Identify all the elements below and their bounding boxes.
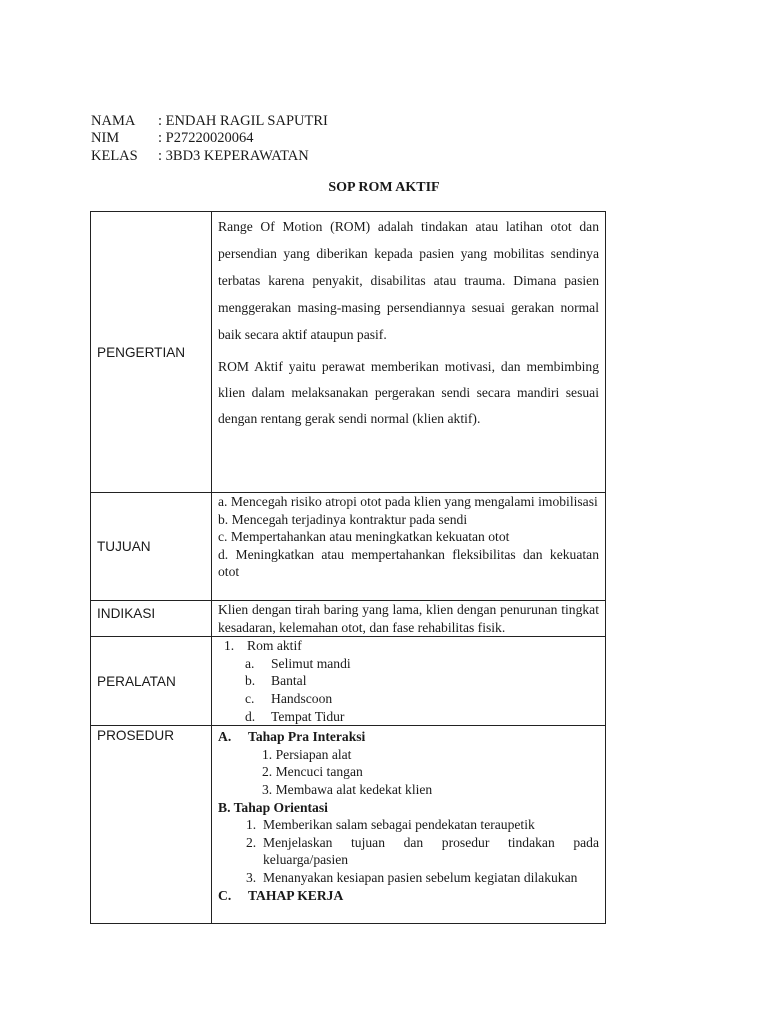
row-tujuan <box>91 493 606 601</box>
identity-nim <box>91 129 253 147</box>
indikasi-text: Klien dengan tirah baring yang lama, klien dengan penurunan tingkat kesadaran, kelemahan otot, dan fase rehabilitas fisik. <box>212 601 606 637</box>
row-indikasi <box>91 601 606 637</box>
prosedur-b-item: 1. Memberikan salam sebagai pendekatan teraupetik <box>246 817 535 833</box>
prosedur-label: PROSEDUR <box>91 726 212 924</box>
tujuan-content <box>212 493 606 601</box>
prosedur-a-item: 1. Persiapan alat <box>262 746 352 762</box>
kelas-value: : 3BD3 KEPERAWATAN <box>158 148 309 164</box>
prosedur-a-item: 3. Membawa alat kedekat klien <box>262 781 433 797</box>
tujuan-label: TUJUAN <box>91 493 212 601</box>
tujuan-item: a. Mencegah risiko atropi otot pada klien yang mengalami imobilisasi <box>218 494 598 509</box>
peralatan-item: b. Bantal <box>245 673 307 689</box>
kelas-label: KELAS <box>91 148 138 164</box>
indikasi-label: INDIKASI <box>91 601 212 637</box>
nim-label: NIM <box>91 130 120 146</box>
prosedur-section-a-heading: A. Tahap Pra Interaksi <box>218 729 366 745</box>
tujuan-item: b. Mencegah terjadinya kontraktur pada sendi <box>218 511 468 527</box>
prosedur-section-b-heading: B. Tahap Orientasi <box>218 799 328 815</box>
peralatan-heading-marker: 1. <box>224 638 235 654</box>
peralatan-item: a. Selimut mandi <box>245 655 351 671</box>
document-title: SOP ROM AKTIF <box>328 180 440 195</box>
pengertian-paragraph-2: ROM Aktif yaitu perawat memberikan motivasi, dan membimbing klien dalam melaksanakan pergerakan sendi secara mandiri sesuai dengan rentang gerak sendi normal (klien aktif). <box>218 359 599 426</box>
row-prosedur <box>91 726 606 924</box>
sop-table <box>90 211 606 924</box>
row-peralatan <box>91 637 606 726</box>
pengertian-paragraph-1: Range Of Motion (ROM) adalah tindakan atau latihan otot dan persendian yang diberikan kepada pasien yang mobilitas sendinya terbatas karena penyakit, disabilitas atau trauma. Dimana pasien menggerakan masing-masing persendiannya sesuai gerakan normal baik secara aktif ataupun pasif. <box>218 219 599 342</box>
identity-kelas <box>91 147 309 165</box>
peralatan-heading-text: Rom aktif <box>247 638 302 654</box>
nim-value: : P27220020064 <box>158 130 254 146</box>
prosedur-content <box>212 726 606 924</box>
pengertian-label: PENGERTIAN <box>91 212 212 493</box>
prosedur-section-c-heading: C. TAHAP KERJA <box>218 887 344 903</box>
peralatan-heading <box>218 637 599 655</box>
pengertian-content <box>212 212 606 493</box>
tujuan-item: c. Mempertahankan atau meningkatkan kekuatan otot <box>218 529 510 545</box>
tujuan-item: d. Meningkatkan atau mempertahankan fleksibilitas dan kekuatan otot <box>218 546 599 580</box>
peralatan-item: d. Tempat Tidur <box>245 708 345 724</box>
prosedur-b-item: 3. Menanyakan kesiapan pasien sebelum kegiatan dilakukan <box>246 869 578 885</box>
prosedur-b-item: 2. Menjelaskan tujuan dan prosedur tindakan pada keluarga/pasien <box>246 834 599 868</box>
prosedur-a-item: 2. Mencuci tangan <box>262 764 363 780</box>
row-pengertian <box>91 212 606 493</box>
nama-label: NAMA <box>91 113 136 129</box>
identity-nama <box>91 112 328 130</box>
peralatan-item: c. Handscoon <box>245 690 333 706</box>
peralatan-content <box>212 637 606 726</box>
nama-value: : ENDAH RAGIL SAPUTRI <box>158 113 328 129</box>
peralatan-label: PERALATAN <box>91 637 212 726</box>
